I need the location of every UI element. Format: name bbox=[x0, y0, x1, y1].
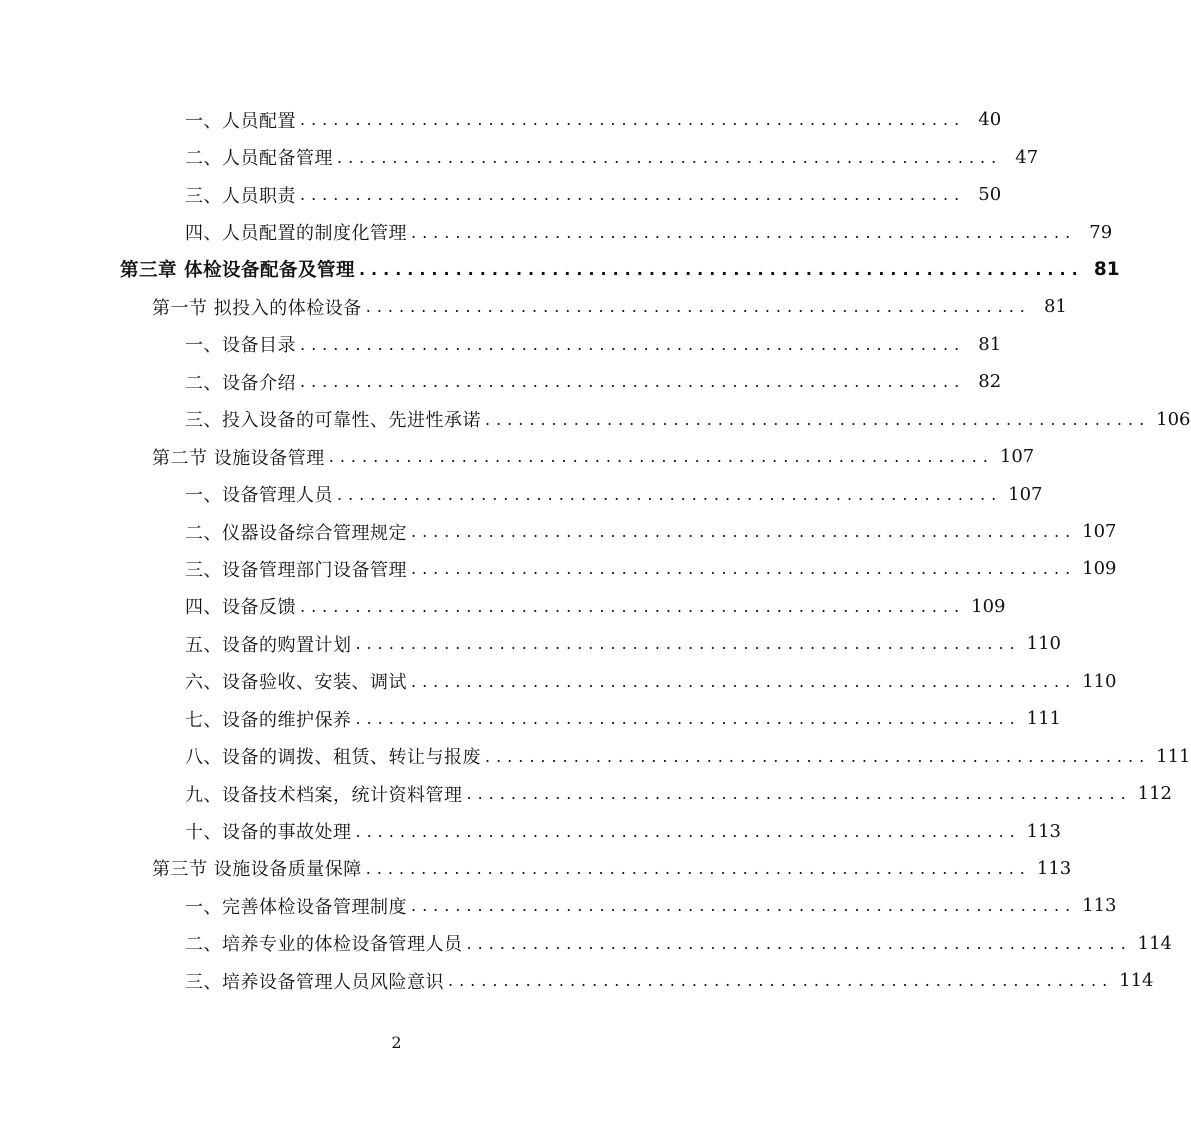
toc-entry-title: 二、培养专业的体检设备管理人员 bbox=[185, 934, 463, 956]
dot-leader: ............................................................ bbox=[355, 821, 1021, 841]
toc-entry-page: 113 bbox=[1082, 895, 1117, 917]
dot-leader: ............................................................ bbox=[466, 784, 1132, 804]
toc-subsection-entry[interactable] bbox=[0, 775, 1173, 812]
toc-subsection-entry[interactable] bbox=[0, 138, 1039, 175]
toc-section-entry[interactable] bbox=[0, 438, 1035, 475]
toc-entry-page: 47 bbox=[1015, 146, 1039, 168]
table-of-contents bbox=[0, 101, 1191, 1000]
toc-subsection-entry[interactable] bbox=[0, 588, 1006, 625]
toc-entry-page: 113 bbox=[1026, 820, 1062, 842]
dot-leader: ............................................................ bbox=[300, 334, 966, 354]
toc-entry-title: 五、设备的购置计划 bbox=[185, 634, 352, 656]
toc-subsection-entry[interactable] bbox=[0, 213, 1113, 250]
toc-entry-page: 81 bbox=[1093, 258, 1120, 280]
toc-entry-title: 二、设备介绍 bbox=[185, 372, 296, 394]
toc-section-entry[interactable] bbox=[0, 850, 1072, 887]
toc-entry-title: 二、人员配备管理 bbox=[185, 148, 333, 170]
toc-subsection-entry[interactable] bbox=[0, 737, 1191, 774]
toc-entry-title: 一、设备管理人员 bbox=[185, 485, 333, 507]
dot-leader: ............................................................ bbox=[485, 409, 1151, 429]
dot-leader: ............................................................ bbox=[411, 896, 1077, 916]
toc-entry-title: 一、完善体检设备管理制度 bbox=[185, 896, 407, 918]
toc-entry-page: 111 bbox=[1156, 745, 1191, 767]
toc-entry-title: 十、设备的事故处理 bbox=[185, 822, 352, 844]
dot-leader: ............................................................ bbox=[411, 671, 1077, 691]
dot-leader: ............................................................ bbox=[300, 372, 966, 392]
page-number: 2 bbox=[391, 1033, 402, 1052]
toc-entry-page: 114 bbox=[1119, 970, 1154, 992]
toc-entry-title: 四、人员配置的制度化管理 bbox=[185, 223, 407, 245]
toc-entry-page: 82 bbox=[978, 371, 1002, 393]
toc-subsection-entry[interactable] bbox=[0, 401, 1191, 438]
dot-leader: ............................................................ bbox=[365, 858, 1031, 878]
toc-subsection-entry[interactable] bbox=[0, 663, 1117, 700]
dot-leader: ............................................................ bbox=[466, 933, 1132, 953]
toc-chapter-entry[interactable] bbox=[0, 251, 1120, 288]
dot-leader: ............................................................ bbox=[365, 297, 1031, 317]
dot-leader: ............................................................ bbox=[337, 147, 1003, 167]
toc-entry-title: 第一节 拟投入的体检设备 bbox=[152, 297, 362, 319]
toc-entry-title: 三、投入设备的可靠性、先进性承诺 bbox=[185, 410, 481, 432]
dot-leader: ............................................................ bbox=[300, 110, 966, 130]
dot-leader: ............................................................ bbox=[300, 185, 966, 205]
toc-entry-title: 第三章 体检设备配备及管理 bbox=[120, 260, 355, 282]
dot-leader: ............................................................ bbox=[355, 709, 1021, 729]
dot-leader: ............................................................ bbox=[411, 222, 1077, 242]
toc-entry-page: 110 bbox=[1082, 670, 1117, 692]
dot-leader: ............................................................ bbox=[485, 746, 1151, 766]
toc-entry-page: 111 bbox=[1026, 708, 1062, 730]
toc-entry-title: 三、人员职责 bbox=[185, 185, 296, 207]
toc-entry-title: 七、设备的维护保养 bbox=[185, 709, 352, 731]
toc-entry-page: 81 bbox=[978, 333, 1002, 355]
toc-subsection-entry[interactable] bbox=[0, 475, 1043, 512]
toc-entry-page: 112 bbox=[1137, 783, 1173, 805]
toc-entry-title: 二、仪器设备综合管理规定 bbox=[185, 522, 407, 544]
toc-entry-page: 109 bbox=[971, 595, 1006, 617]
toc-subsection-entry[interactable] bbox=[0, 887, 1117, 924]
toc-entry-title: 一、人员配置 bbox=[185, 110, 296, 132]
toc-entry-page: 107 bbox=[1082, 521, 1117, 543]
toc-subsection-entry[interactable] bbox=[0, 101, 1002, 138]
dot-leader: ............................................................ bbox=[337, 484, 1003, 504]
toc-subsection-entry[interactable] bbox=[0, 176, 1002, 213]
dot-leader: ............................................................ bbox=[411, 522, 1077, 542]
toc-entry-title: 四、设备反馈 bbox=[185, 597, 296, 619]
toc-entry-page: 109 bbox=[1082, 558, 1117, 580]
toc-entry-page: 107 bbox=[999, 446, 1035, 468]
toc-subsection-entry[interactable] bbox=[0, 700, 1062, 737]
toc-entry-page: 40 bbox=[978, 109, 1002, 131]
toc-section-entry[interactable] bbox=[0, 288, 1067, 325]
toc-entry-title: 三、设备管理部门设备管理 bbox=[185, 559, 407, 581]
toc-entry-title: 第三节 设施设备质量保障 bbox=[152, 859, 362, 881]
toc-entry-page: 50 bbox=[978, 184, 1002, 206]
dot-leader: ............................................................ bbox=[328, 447, 994, 467]
toc-entry-page: 79 bbox=[1089, 221, 1113, 243]
toc-subsection-entry[interactable] bbox=[0, 962, 1154, 999]
toc-entry-page: 81 bbox=[1043, 296, 1067, 318]
toc-subsection-entry[interactable] bbox=[0, 513, 1117, 550]
toc-subsection-entry[interactable] bbox=[0, 812, 1062, 849]
toc-subsection-entry[interactable] bbox=[0, 550, 1117, 587]
toc-entry-title: 第二节 设施设备管理 bbox=[152, 447, 325, 469]
dot-leader: ............................................................ bbox=[355, 634, 1021, 654]
toc-entry-page: 107 bbox=[1008, 483, 1043, 505]
toc-subsection-entry[interactable] bbox=[0, 326, 1002, 363]
dot-leader: ............................................................ bbox=[448, 971, 1114, 991]
toc-entry-title: 一、设备目录 bbox=[185, 335, 296, 357]
toc-entry-title: 三、培养设备管理人员风险意识 bbox=[185, 971, 444, 993]
dot-leader: ............................................................ bbox=[358, 259, 1084, 279]
dot-leader: ............................................................ bbox=[300, 596, 966, 616]
dot-leader: ............................................................ bbox=[411, 559, 1077, 579]
toc-entry-page: 110 bbox=[1026, 633, 1062, 655]
toc-entry-title: 六、设备验收、安装、调试 bbox=[185, 672, 407, 694]
toc-entry-title: 八、设备的调拨、租赁、转让与报废 bbox=[185, 747, 481, 769]
toc-entry-page: 113 bbox=[1036, 857, 1072, 879]
toc-subsection-entry[interactable] bbox=[0, 625, 1062, 662]
toc-subsection-entry[interactable] bbox=[0, 925, 1173, 962]
toc-entry-title: 九、设备技术档案，统计资料管理 bbox=[185, 784, 463, 806]
toc-entry-page: 106 bbox=[1156, 408, 1191, 430]
toc-subsection-entry[interactable] bbox=[0, 363, 1002, 400]
toc-entry-page: 114 bbox=[1137, 932, 1173, 954]
